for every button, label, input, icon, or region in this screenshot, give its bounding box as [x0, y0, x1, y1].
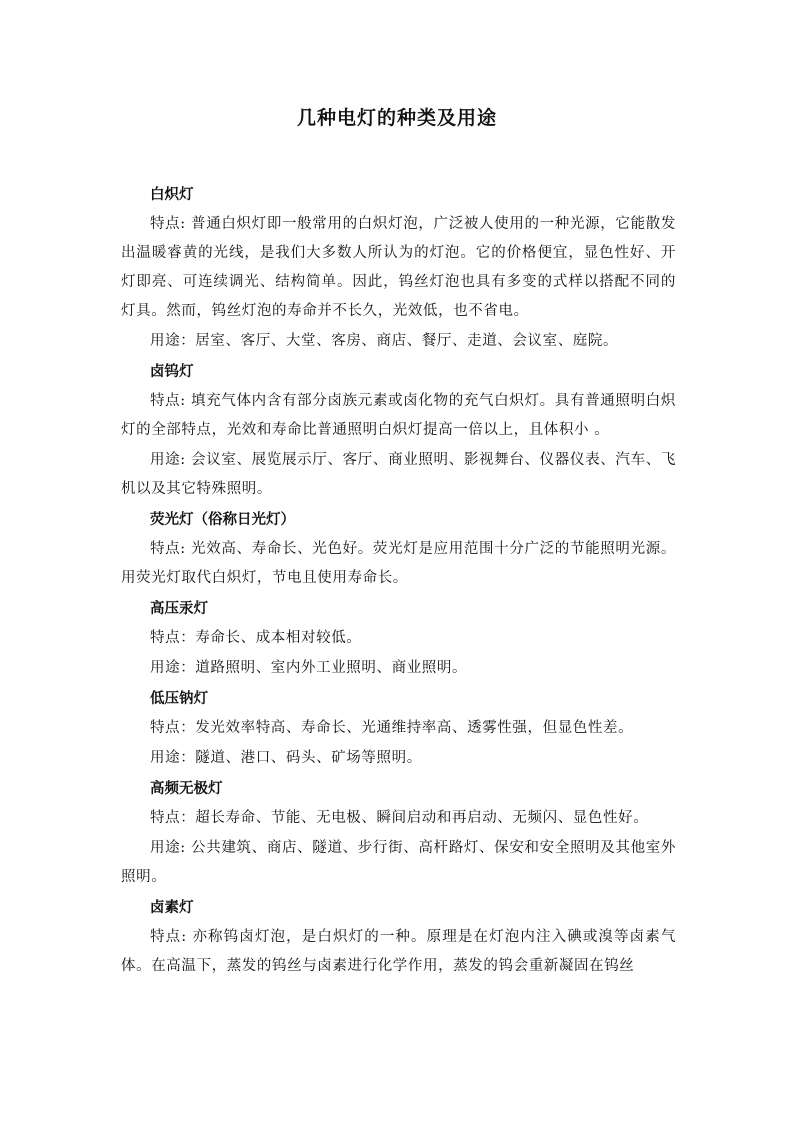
section-incandescent [121, 180, 676, 356]
paragraph-uses: 用途：道路照明、室内外工业照明、商业照明。 [150, 660, 468, 676]
paragraph-features: 特点: 填充气体内含有部分卤族元素或卤化物的充气白炽灯。具有普通照明白炽灯的全部特点，光效和寿命比普通照明白炽灯提高一倍以上，且体积小 。 [121, 393, 676, 438]
page-title: 几种电灯的种类及用途 [296, 107, 497, 129]
section-heading: 高压汞灯 [150, 600, 208, 617]
paragraph-uses: 用途：隧道、港口、码头、矿场等照明。 [150, 750, 422, 766]
section-heading: 白炽灯 [150, 186, 194, 203]
section-heading: 卤钨灯 [150, 363, 194, 380]
paragraph-features: 特点: 普通白炽灯即一般常用的白炽灯泡，广泛被人使用的一种光源，它能散发出温暖睿黄的光线，是我们大多数人所认为的灯泡。它的价格便宜，显色性好、开灯即亮、可连续调光、结构简单。因此，钨丝灯泡也具有多变的式样以搭配不同的灯具。然而，钨丝灯泡的寿命并不长久，光效低，也不省电。 [121, 216, 676, 319]
paragraph-uses: 用途：居室、客厅、大堂、客房、商店、餐厅、走道、会议室、庭院。 [150, 333, 619, 349]
paragraph-features: 特点：寿命长、成本相对较低。 [150, 630, 362, 646]
section-tungsten-halogen [121, 357, 676, 504]
paragraph-features: 特点：超长寿命、节能、无电极、瞬间启动和再启动、无频闪、显色性好。 [150, 810, 649, 826]
section-heading: 荧光灯（俗称日光灯） [150, 511, 295, 528]
document-body [121, 180, 676, 982]
section-heading: 高频无极灯 [150, 780, 223, 797]
section-heading: 低压钠灯 [150, 690, 208, 707]
section-heading: 卤素灯 [150, 899, 194, 916]
paragraph-features: 特点: 光效高、寿命长、光色好。荧光灯是应用范围十分广泛的节能照明光源。用荧光灯取代白炽灯，节电且使用寿命长。 [121, 541, 676, 586]
paragraph-uses: 用途: 会议室、展览展示厅、客厅、商业照明、影视舞台、仪器仪表、汽车、飞机以及其它特殊照明。 [121, 452, 676, 497]
paragraph-uses: 用途: 公共建筑、商店、隧道、步行街、高杆路灯、保安和安全照明及其他室外照明。 [121, 840, 676, 885]
section-low-pressure-sodium [121, 684, 676, 773]
paragraph-features: 特点：发光效率特高、寿命长、光通维持率高、透雾性强，但显色性差。 [150, 720, 634, 736]
section-electrodeless [121, 774, 676, 892]
section-fluorescent [121, 505, 676, 593]
section-halogen [121, 893, 676, 981]
section-high-pressure-mercury [121, 594, 676, 683]
paragraph-features: 特点: 亦称钨卤灯泡，是白炽灯的一种。原理是在灯泡内注入碘或溴等卤素气体。在高温下，蒸发的钨丝与卤素进行化学作用，蒸发的钨会重新凝固在钨丝 [121, 929, 676, 974]
